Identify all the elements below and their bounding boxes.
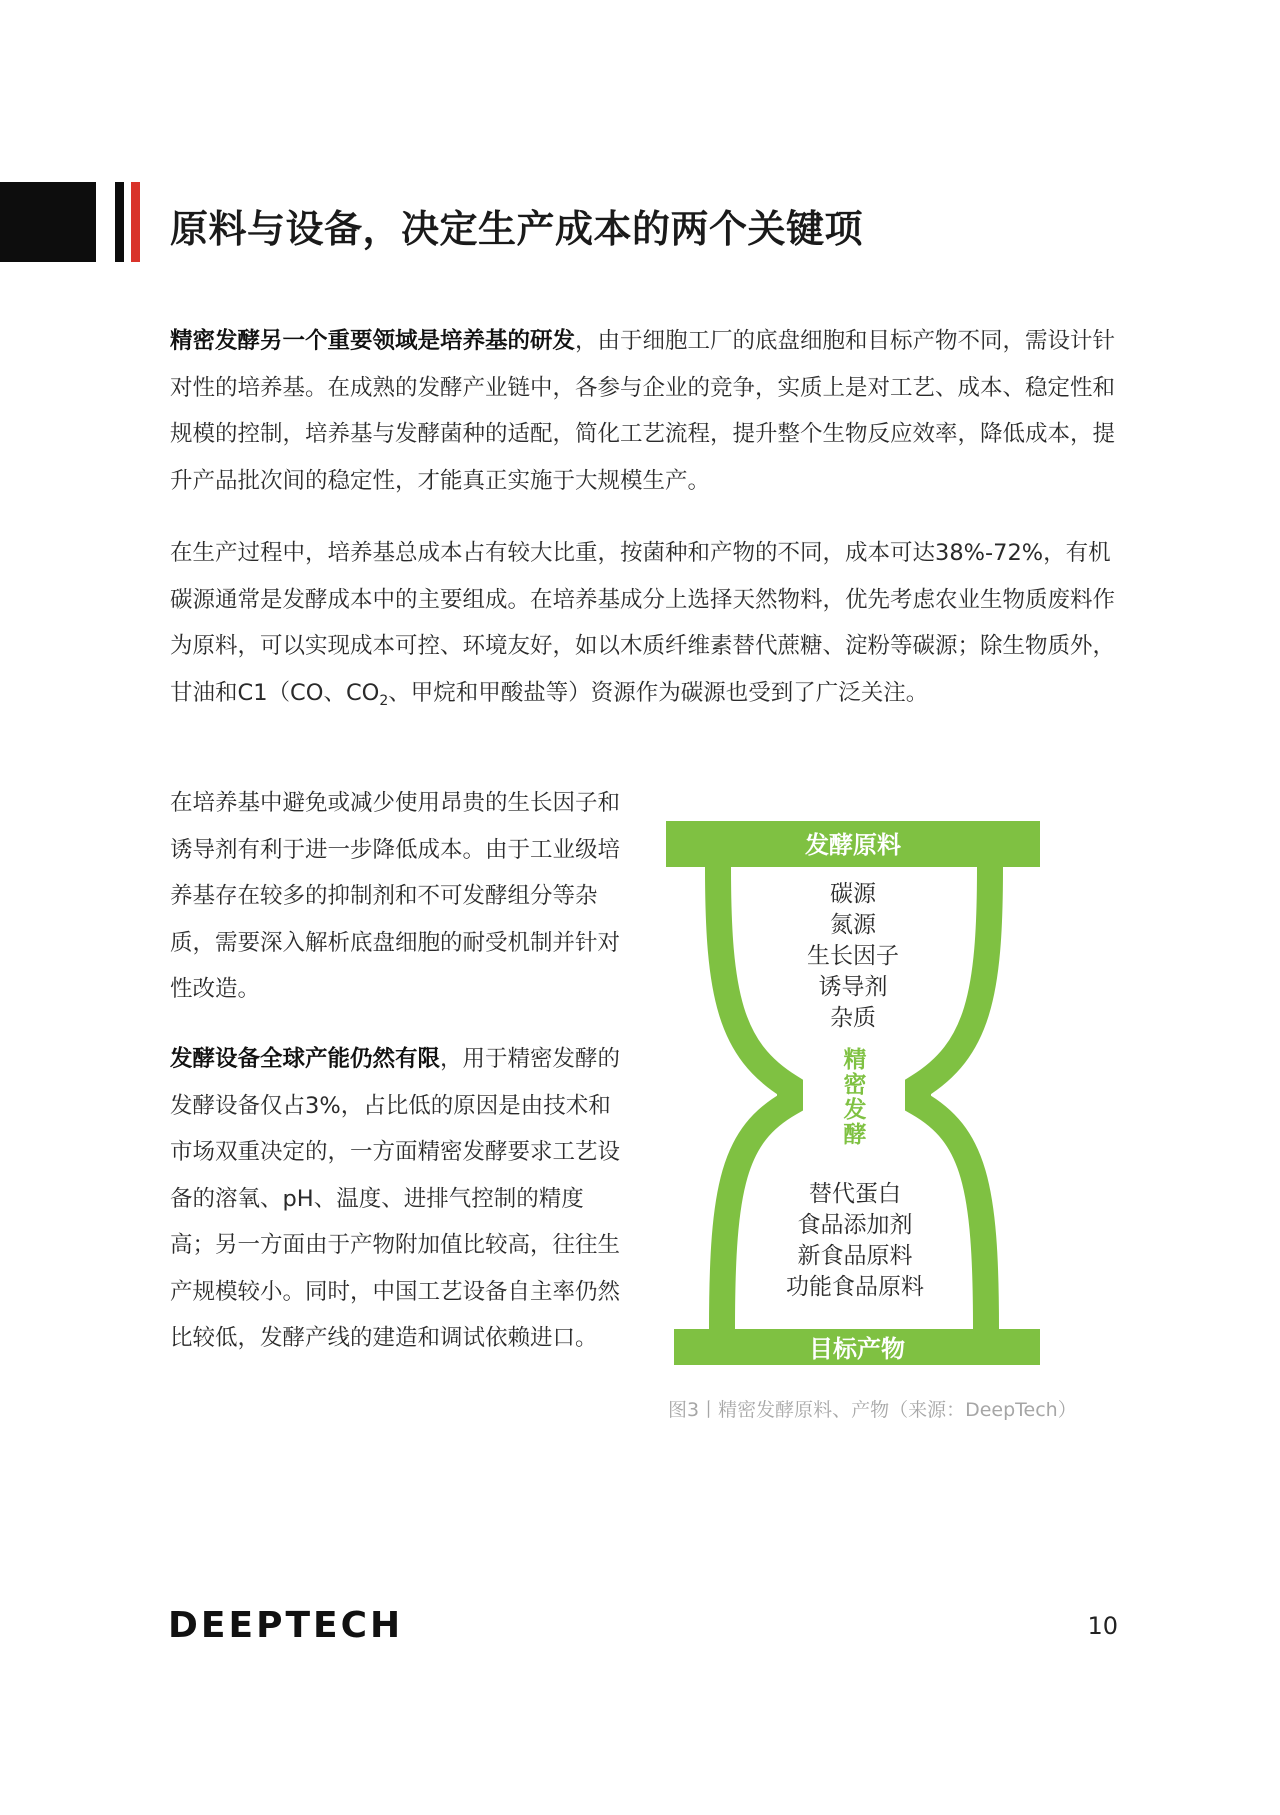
input-item: 诱导剂 bbox=[818, 974, 888, 1000]
paragraph-1 bbox=[170, 318, 1130, 504]
top-label: 发酵原料 bbox=[805, 831, 901, 859]
middle-char: 发 bbox=[843, 1097, 867, 1123]
input-item: 生长因子 bbox=[807, 943, 899, 969]
paragraph-2-part-a: 在生产过程中，培养基总成本占有较大比重，按菌种和产物的不同，成本可达38%-72%，有机碳源通常是发酵成本中的主要组成。在培养基成分上选择天然物料，优先考虑农业生物质废料作为原料，可以实现成本可控、环境友好，如以木质纤维素替代蔗糖、淀粉等碳源；除生物质外，甘油和C1（CO、CO bbox=[170, 540, 1116, 706]
paragraph-1-body: ，由于细胞工厂的底盘细胞和目标产物不同，需设计针对性的培养基。在成熟的发酵产业链中，各参与企业的竞争，实质上是对工艺、成本、稳定性和规模的控制，培养基与发酵菌种的适配，简化工艺流程，提升整个生物反应效率，降低成本，提升产品批次间的稳定性，才能真正实施于大规模生产。 bbox=[170, 328, 1116, 494]
input-item: 碳源 bbox=[830, 881, 876, 907]
input-item: 氮源 bbox=[830, 912, 876, 938]
co2-subscript: 2 bbox=[379, 692, 389, 709]
input-list bbox=[807, 881, 899, 1031]
middle-char: 精 bbox=[843, 1047, 867, 1073]
paragraph-3: 在培养基中避免或减少使用昂贵的生长因子和诱导剂有利于进一步降低成本。由于工业级培养基存在较多的抑制剂和不可发酵组分等杂质，需要深入解析底盘细胞的耐受机制并针对性改造。 bbox=[170, 790, 621, 1002]
middle-char: 密 bbox=[843, 1072, 867, 1098]
input-item: 杂质 bbox=[830, 1005, 876, 1031]
header-black-bar bbox=[115, 182, 124, 262]
hourglass-figure bbox=[660, 805, 1060, 1365]
output-list bbox=[786, 1181, 924, 1300]
paragraph-4-body: ，用于精密发酵的发酵设备仅占3%，占比低的原因是由技术和市场双重决定的，一方面精密发酵要求工艺设备的溶氧、pH、温度、进排气控制的精度高；另一方面由于产物附加值比较高，往往生产规模较小。同时，中国工艺设备自主率仍然比较低，发酵产线的建造和调试依赖进口。 bbox=[170, 1046, 621, 1351]
output-item: 替代蛋白 bbox=[809, 1181, 901, 1207]
paragraph-4 bbox=[170, 1036, 622, 1362]
paragraph-2 bbox=[170, 530, 1130, 716]
output-item: 食品添加剂 bbox=[797, 1212, 913, 1238]
figure-caption: 图3丨精密发酵原料、产物（来源：DeepTech） bbox=[668, 1399, 1077, 1421]
deeptech-logo: DEEPTECH bbox=[168, 1605, 404, 1646]
hourglass-right-wall bbox=[918, 867, 990, 1329]
output-item: 新食品原料 bbox=[797, 1243, 913, 1269]
section-title: 原料与设备，决定生产成本的两个关键项 bbox=[170, 207, 864, 251]
header-black-block bbox=[0, 182, 96, 262]
paragraph-2-part-b: 、甲烷和甲酸盐等）资源作为碳源也受到了广泛关注。 bbox=[388, 679, 929, 706]
hourglass-left-wall bbox=[718, 867, 790, 1329]
middle-vertical-label bbox=[844, 1047, 867, 1148]
paragraph-4-lead: 发酵设备全球产能仍然有限 bbox=[170, 1046, 441, 1072]
output-item: 功能食品原料 bbox=[786, 1274, 924, 1300]
middle-char: 酵 bbox=[843, 1122, 867, 1148]
header-red-bar bbox=[131, 182, 140, 262]
bottom-label: 目标产物 bbox=[809, 1335, 905, 1363]
page-number: 10 bbox=[1087, 1612, 1118, 1640]
paragraph-1-lead: 精密发酵另一个重要领域是培养基的研发 bbox=[170, 328, 576, 354]
